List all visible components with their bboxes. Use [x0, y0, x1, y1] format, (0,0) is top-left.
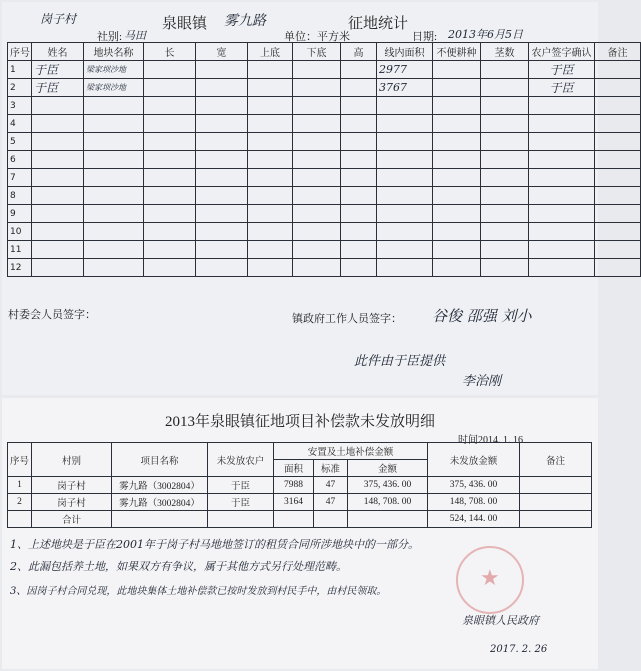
header-cell: 下底 — [293, 43, 341, 61]
header-cell: 上底 — [248, 43, 293, 61]
header-cell: 标准 — [314, 460, 348, 477]
header-cell: 备注 — [595, 43, 641, 61]
row-number: 1 — [8, 61, 32, 79]
committee-signature-label: 村委会人员签字： — [8, 309, 96, 321]
table-row — [8, 115, 641, 133]
row-number: 5 — [8, 133, 32, 151]
project-cell: 雾九路（3002804） — [112, 494, 208, 511]
row-number: 1 — [8, 477, 32, 494]
amount-cell: 375, 436. 00 — [348, 477, 428, 494]
sign-cell: 于臣 — [529, 79, 595, 97]
header-cell: 线内面积 — [377, 43, 433, 61]
farmer-cell: 于臣 — [208, 494, 274, 511]
table-row — [8, 187, 641, 205]
table-row — [8, 494, 592, 511]
compensation-title: 2013年泉眼镇征地项目补偿款未发放明细 — [164, 414, 435, 430]
header-cell: 未发放农户 — [208, 443, 274, 477]
village-cell: 岗子村 — [32, 494, 112, 511]
row-number: 4 — [8, 115, 32, 133]
total-row — [8, 511, 592, 528]
note-3: 3、因岗子村合同兑现，此地块集体土地补偿款已按时发放到村民手中，由村民领取。 — [10, 586, 387, 597]
row-number: 9 — [8, 205, 32, 223]
date-value: 2013年6月5日 — [448, 28, 523, 41]
village-cell: 岗子村 — [32, 477, 112, 494]
farmer-cell: 于臣 — [208, 477, 274, 494]
row-number: 3 — [8, 97, 32, 115]
issuer-signature: 泉眼镇人民政府 — [462, 614, 539, 627]
official-stamp: ★ — [456, 546, 524, 614]
group-label: 社别: — [97, 31, 123, 43]
gov-signatures: 谷俊 邵强 刘小 — [432, 307, 532, 325]
header-cell: 长 — [144, 43, 196, 61]
table-row — [8, 241, 641, 259]
plot-cell: 梁家坝沙地 — [84, 79, 144, 97]
table-row — [8, 61, 641, 79]
unit-label: 单位：平方米 — [284, 31, 350, 43]
table-row — [8, 259, 641, 277]
header-cell: 项目名称 — [112, 443, 208, 477]
table-row — [8, 97, 641, 115]
unpaid-cell: 375, 436. 00 — [428, 477, 520, 494]
standard-cell: 47 — [314, 494, 348, 511]
handwritten-note-signature: 李治刚 — [462, 374, 502, 389]
handwritten-note: 此件由于臣提供 — [354, 354, 446, 369]
table-row — [8, 151, 641, 169]
amount-cell: 148, 708. 00 — [348, 494, 428, 511]
compensation-table — [7, 442, 592, 528]
remark-cell — [520, 477, 592, 494]
table-row — [8, 79, 641, 97]
row-number: 6 — [8, 151, 32, 169]
row-number: 8 — [8, 187, 32, 205]
row-number: 7 — [8, 169, 32, 187]
table-header-row — [8, 43, 641, 61]
row-number: 10 — [8, 223, 32, 241]
compensation-sheet — [2, 398, 598, 669]
header-cell: 村别 — [32, 443, 112, 477]
sign-cell: 于臣 — [529, 61, 595, 79]
name-cell: 于臣 — [32, 61, 84, 79]
table-row — [8, 477, 592, 494]
table-row — [8, 169, 641, 187]
area-cell: 7988 — [274, 477, 314, 494]
row-number: 2 — [8, 494, 32, 511]
date-label: 日期: — [412, 31, 438, 43]
survey-table — [7, 42, 641, 277]
note-2: 2、此漏包括养土地，如果双方有争议，属于其他方式另行处理范畴。 — [10, 560, 347, 573]
header-cell: 面积 — [274, 460, 314, 477]
project-cell: 雾九路（3002804） — [112, 477, 208, 494]
compensation-time: 时间2014. 1. 16 — [458, 435, 523, 446]
header-cell: 序号 — [8, 43, 32, 61]
header-cell: 备注 — [520, 443, 592, 477]
total-label: 合计 — [32, 511, 112, 528]
header-cell: 农户签字确认 — [529, 43, 595, 61]
standard-cell: 47 — [314, 477, 348, 494]
title-suffix: 征地统计 — [348, 16, 409, 32]
area-cell: 3767 — [377, 79, 433, 97]
row-number: 11 — [8, 241, 32, 259]
row-number: 2 — [8, 79, 32, 97]
remark-cell — [520, 494, 592, 511]
header-cell: 高 — [341, 43, 377, 61]
title-road: 雾九路 — [224, 13, 266, 29]
issuer-date: 2017. 2. 26 — [490, 644, 548, 655]
table-row — [8, 205, 641, 223]
header-cell: 姓名 — [32, 43, 84, 61]
land-survey-form — [2, 2, 628, 395]
village-handwritten: 岗子村 — [40, 12, 77, 26]
row-number: 12 — [8, 259, 32, 277]
title-prefix: 泉眼镇 — [162, 16, 208, 32]
table-header-row — [8, 443, 592, 460]
name-cell: 于臣 — [32, 79, 84, 97]
header-cell: 茎数 — [481, 43, 529, 61]
header-cell: 不便耕种 — [433, 43, 481, 61]
table-row — [8, 133, 641, 151]
unpaid-cell: 148, 708. 00 — [428, 494, 520, 511]
area-cell: 3164 — [274, 494, 314, 511]
table-row — [8, 223, 641, 241]
gov-signature-label: 镇政府工作人员签字： — [292, 313, 402, 325]
note-1: 1、上述地块是于臣在2001年于岗子村马地地签订的租赁合同所涉地块中的一部分。 — [10, 538, 419, 551]
header-cell: 安置及土地补偿金额 — [274, 443, 428, 460]
group-value: 马田 — [124, 29, 146, 42]
area-cell: 2977 — [377, 61, 433, 79]
total-value: 524, 144. 00 — [428, 511, 520, 528]
header-cell: 地块名称 — [84, 43, 144, 61]
header-cell: 序号 — [8, 443, 32, 477]
plot-cell: 梁家坝沙地 — [84, 61, 144, 79]
header-cell: 未发放金额 — [428, 443, 520, 477]
header-cell: 金额 — [348, 460, 428, 477]
header-cell: 宽 — [196, 43, 248, 61]
